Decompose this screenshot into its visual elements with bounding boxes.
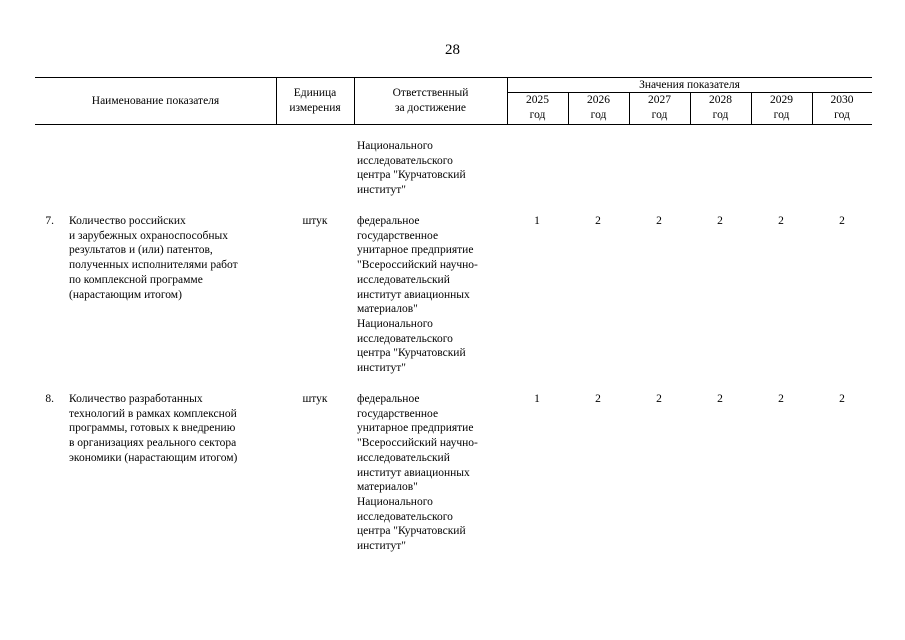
header-year xyxy=(568,93,629,124)
table-header xyxy=(35,77,872,125)
header-responsible: Ответственный за достижение xyxy=(392,87,469,114)
row-number: 8. xyxy=(45,393,54,405)
row-value: 2 xyxy=(656,393,662,405)
header-year xyxy=(812,93,872,124)
header-year xyxy=(507,93,568,124)
year-suffix: год xyxy=(529,108,546,121)
year-suffix: год xyxy=(590,108,607,121)
row-value: 2 xyxy=(717,393,723,405)
row-value: 2 xyxy=(778,215,784,227)
header-year xyxy=(751,93,812,124)
row-responsible: федеральное государственное унитарное предприятие "Всероссийский научно- исследовательский институт авиационных материалов" Национального исследовательского центра "Курчатовский институт" xyxy=(357,393,478,553)
page-number: 28 xyxy=(445,42,460,58)
row-value: 2 xyxy=(656,215,662,227)
row-responsible: федеральное государственное унитарное предприятие "Всероссийский научно- исследовательский институт авиационных материалов" Национального исследовательского центра "Курчатовский институт" xyxy=(357,215,478,375)
row-value: 1 xyxy=(534,215,540,227)
row-value: 2 xyxy=(595,215,601,227)
row-value: 2 xyxy=(595,393,601,405)
row-value: 2 xyxy=(839,215,845,227)
row-number: 7. xyxy=(45,215,54,227)
year-label: 2029 xyxy=(770,94,793,106)
row-value: 2 xyxy=(717,215,723,227)
header-indicator-name: Наименование показателя xyxy=(91,94,220,107)
year-suffix: год xyxy=(773,108,790,121)
header-year xyxy=(629,93,690,124)
header-unit: Единица измерения xyxy=(289,87,341,114)
row-value: 2 xyxy=(839,393,845,405)
year-suffix: год xyxy=(651,108,668,121)
continuation-responsible: Национального исследовательского центра "Курчатовский институт" xyxy=(357,140,466,197)
year-label: 2028 xyxy=(709,94,732,106)
year-suffix: год xyxy=(712,108,729,121)
year-label: 2030 xyxy=(830,94,854,106)
year-label: 2026 xyxy=(587,94,610,106)
indicators-table xyxy=(35,77,872,553)
header-year xyxy=(690,93,751,124)
header-values-title: Значения показателя xyxy=(639,79,740,91)
row-unit: штук xyxy=(302,393,328,405)
row-unit: штук xyxy=(302,215,328,227)
row-value: 1 xyxy=(534,393,540,405)
row-indicator: Количество разработанных технологий в рамках комплексной программы, готовых к внедрению в организациях реального сектора экономики (нарастающим итогом) xyxy=(69,393,238,464)
row-value: 2 xyxy=(778,393,784,405)
year-label: 2027 xyxy=(648,94,671,106)
year-label: 2025 xyxy=(526,94,549,106)
row-indicator: Количество российских и зарубежных охраноспособных результатов и (или) патентов, полученных исполнителями работ по комплексной программе (нарастающим итогом) xyxy=(69,215,238,301)
year-suffix: год xyxy=(834,108,850,121)
